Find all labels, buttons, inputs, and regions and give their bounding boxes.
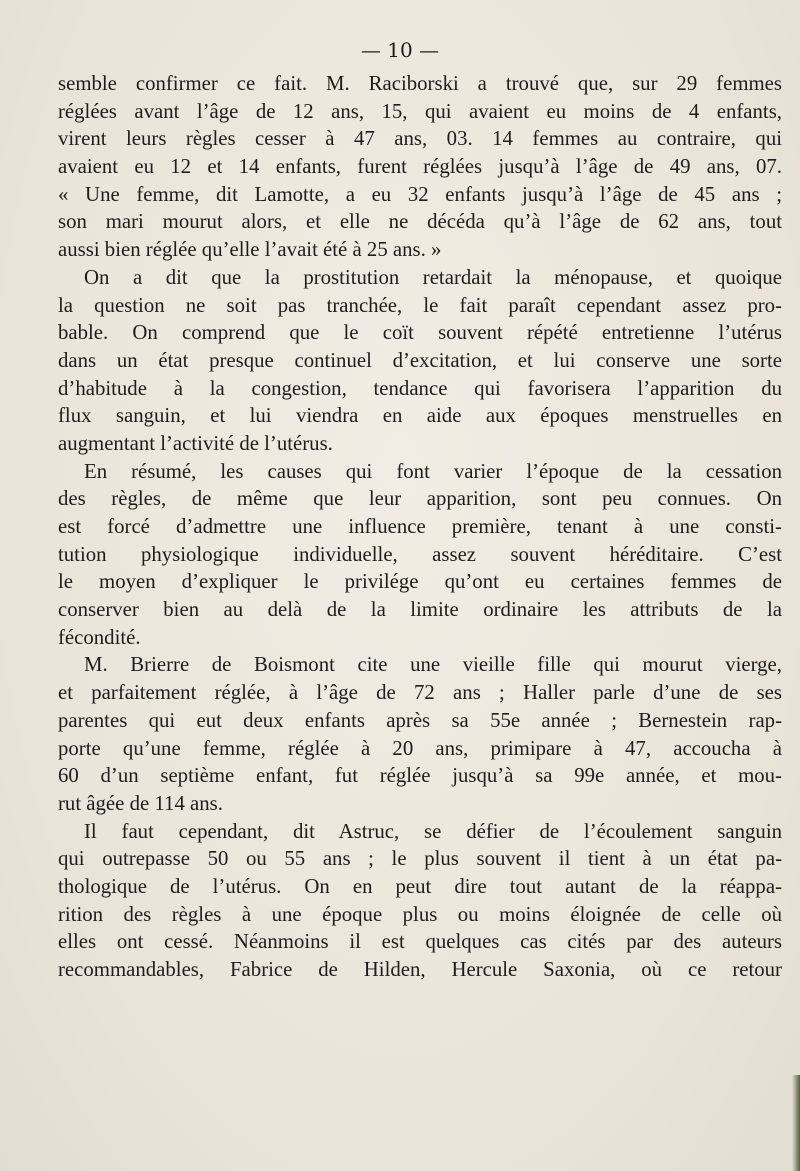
text-line: dans un état presque continuel d’excitation, et lui conserve une sorte [58, 348, 782, 372]
text-line: 60 d’un septième enfant, fut réglée jusqu’à sa 99e année, et mou- [58, 764, 782, 788]
text-line: est forcé d’admettre une influence première, tenant à une consti- [58, 515, 782, 538]
text-line: « Une femme, dit Lamotte, a eu 32 enfants jusqu’à l’âge de 45 ans ; [58, 182, 782, 206]
text-line: flux sanguin, et lui viendra en aide aux époques menstruelles en [58, 404, 782, 428]
text-line: M. Brierre de Boismont cite une vieille fille qui mourut vierge, [84, 653, 782, 677]
text-line: son mari mourut alors, et elle ne décéda qu’à l’âge de 62 ans, tout [58, 210, 782, 234]
text-line: augmentant l’activité de l’utérus. [58, 431, 333, 455]
text-line: avaient eu 12 et 14 enfants, furent réglées jusqu’à l’âge de 49 ans, 07. [58, 155, 782, 179]
text-line: recommandables, Fabrice de Hilden, Hercule Saxonia, où ce retour [58, 958, 782, 981]
text-line: En résumé, les causes qui font varier l’époque de la cessation [84, 459, 782, 483]
text-line: réglées avant l’âge de 12 ans, 15, qui avaient eu moins de 4 enfants, [58, 99, 782, 123]
text-line: conserver bien au delà de la limite ordinaire les attributs de la [58, 598, 782, 622]
text-line: qui outrepasse 50 ou 55 ans ; le plus souvent il tient à un état pa- [58, 847, 782, 871]
text-line: virent leurs règles cesser à 47 ans, 03. 14 femmes au contraire, qui [58, 127, 782, 151]
text-line: parentes qui eut deux enfants après sa 55e année ; Bernestein rap- [58, 708, 782, 732]
body-text [58, 70, 782, 984]
text-line: porte qu’une femme, réglée à 20 ans, primipare à 47, accoucha à [58, 736, 782, 760]
text-line: bable. On comprend que le coït souvent répété entretienne l’utérus [58, 321, 782, 345]
text-line: aussi bien réglée qu’elle l’avait été à 25 ans. » [58, 238, 442, 262]
text-line: thologique de l’utérus. On en peut dire tout autant de la réappa- [58, 874, 782, 898]
text-line: des règles, de même que leur apparition, sont peu connues. On [58, 487, 782, 511]
text-line: la question ne soit pas tranchée, le fait paraît cependant assez pro- [58, 293, 782, 317]
text-line: On a dit que la prostitution retardait la ménopause, et quoique [84, 265, 782, 289]
text-line: et parfaitement réglée, à l’âge de 72 ans ; Haller parle d’une de ses [58, 681, 782, 705]
text-line: rition des règles à une époque plus ou moins éloignée de celle où [58, 902, 782, 926]
text-line: elles ont cessé. Néanmoins il est quelques cas cités par des auteurs [58, 930, 782, 954]
text-line: fécondité. [58, 625, 141, 649]
text-line: tution physiologique individuelle, assez souvent héréditaire. C’est [58, 542, 782, 566]
page-number: — 10 — [360, 38, 440, 62]
text-line: semble confirmer ce fait. M. Raciborski a trouvé que, sur 29 femmes [58, 72, 782, 95]
text-line: rut âgée de 114 ans. [58, 791, 223, 815]
text-line: Il faut cependant, dit Astruc, se défier de l’écoulement sanguin [84, 819, 782, 843]
text-line: le moyen d’expliquer le privilége qu’ont eu certaines femmes de [58, 570, 782, 594]
page-edge-shadow [792, 1075, 800, 1171]
text-line: d’habitude à la congestion, tendance qui favorisera l’apparition du [58, 376, 782, 400]
